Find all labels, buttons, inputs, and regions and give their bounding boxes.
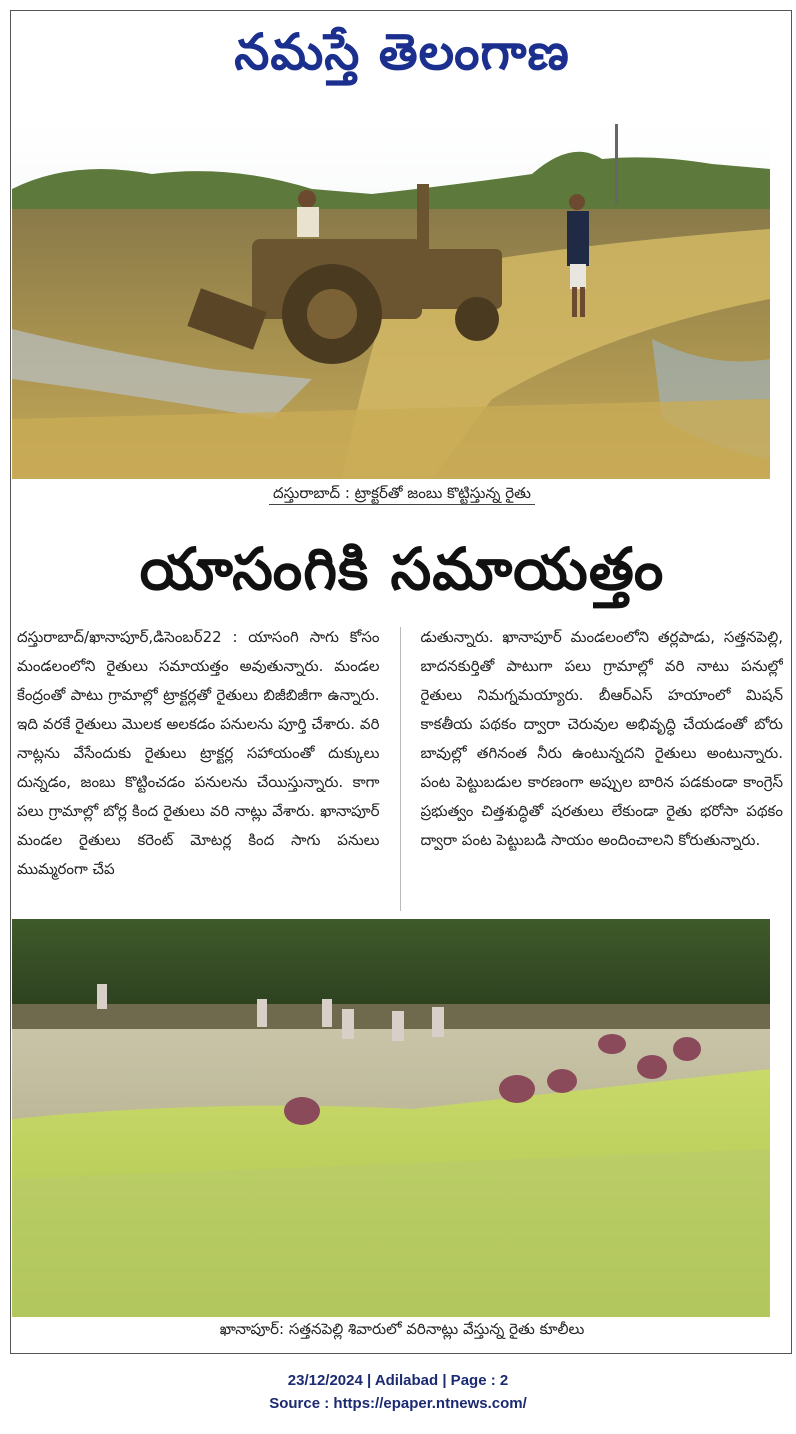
newspaper-clipping bbox=[10, 10, 792, 1354]
article-column-2 bbox=[421, 623, 784, 915]
article-column-1-text: దస్తురాబాద్/ఖానాపూర్,డిసెంబర్22 : యాసంగి సాగు కోసం మండలంలోని రైతులు సమాయత్తం అవుతున్నారు. మండల కేంద్రంతో పాటు గ్రామాల్లో ట్రాక్టర్లతో రైతులు బిజీబిజీగా ఉన్నారు. ఇది వరకే రైతులు మొలక అలకడం పనులను పూర్తి చేశారు. వరి నాట్లను వేసేందుకు రైతులు ట్రాక్టర్ల సహాయంతో దుక్కులు దున్నడం, జంబు కొట్టించడం పనులను చేయిస్తున్నారు. కాగా పలు గ్రామాల్లో బోర్ల కింద రైతులు వరి నాట్లు వేశారు. ఖానాపూర్ మండల రైతులు కరెంట్ మోటర్ల కింద సాగు పనులు ముమ్మరంగా చేప bbox=[17, 628, 380, 878]
paddy-transplanting-photo bbox=[12, 919, 770, 1317]
footer-source-link[interactable]: Source : https://epaper.ntnews.com/ bbox=[269, 1395, 527, 1412]
article-column-2-text: డుతున్నారు. ఖానాపూర్ మండలంలోని తర్లపాడు, సత్తనపెల్లి, బాదనకుర్తితో పాటుగా పలు గ్రామాల్లో వరి నాటు పనుల్లో రైతులు నిమగ్నమయ్యారు. బీఆర్‌ఎస్ హయాంలో మిషన్ కాకతీయ పథకం ద్వారా చెరువుల అభివృద్ధి చేయడంతో బోరు బావుల్లో తగినంత నీరు ఉంటున్నదని రైతులు అంటున్నారు. పంట పెట్టుబడుల కారణంగా అప్పుల బారిన పడకుండా కాంగ్రెస్ ప్రభుత్వం చిత్తశుద్ధితో షరతులు లేకుండా రైతు భరోసా పథకం ద్వారా పంట పెట్టుబడి సాయం అందించాలని కోరుతున్నారు. bbox=[420, 628, 783, 849]
masthead-title: నమస్తే తెలంగాణ bbox=[234, 23, 570, 81]
tractor-field-photo bbox=[12, 119, 770, 479]
article-body bbox=[17, 623, 783, 915]
column-divider bbox=[400, 627, 401, 911]
article-column-1 bbox=[17, 623, 380, 915]
article-headline: యాసంగికి సమాయత్తం bbox=[139, 534, 665, 603]
bottom-photo-caption: ఖానాపూర్: సత్తనపెల్లి శివారులో వరినాట్లు వేస్తున్న రైతు కూలీలు bbox=[219, 1320, 585, 1338]
footer-edition-info: 23/12/2024 | Adilabad | Page : 2 bbox=[287, 1372, 509, 1389]
top-photo-caption bbox=[11, 484, 793, 506]
top-photo-caption-text: దస్తురాబాద్ : ట్రాక్టర్‌తో జంబు కొట్టిస్తున్న రైతు bbox=[269, 484, 535, 505]
